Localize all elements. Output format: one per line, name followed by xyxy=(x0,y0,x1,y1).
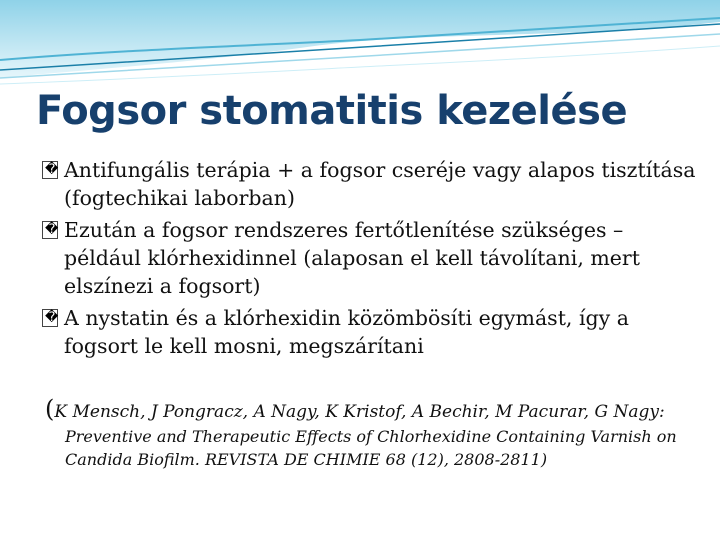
reference-open-paren: ( xyxy=(45,395,55,423)
slide-title: Fogsor stomatitis kezelése xyxy=(36,88,628,134)
bullet-text: Antifungális terápia + a fogsor cseréje vagy alapos tisztítása (fogtechikai laborban) xyxy=(64,158,696,210)
reference-authors: K Mensch, J Pongracz, A Nagy, K Kristof, A Bechir, M Pacurar, G Nagy: xyxy=(54,402,665,422)
bullet-list xyxy=(22,156,702,364)
bullet-text: A nystatin és a klórhexidin közömbösíti egymást, így a fogsort le kell mosni, megszárítani xyxy=(64,306,629,358)
missing-glyph-icon: � xyxy=(42,161,58,179)
missing-glyph-icon: � xyxy=(42,309,58,327)
reference-authors-line xyxy=(45,396,695,425)
reference-citation-text: Preventive and Therapeutic Effects of Chlorhexidine Containing Varnish on Candida Biofilm. REVISTA DE CHIMIE 68 (12), 2808-2811) xyxy=(65,427,677,469)
bullet-text: Ezután a fogsor rendszeres fertőtlenítése szükséges – például klórhexidinnel (alaposan el kell távolítani, mert elszínezi a fogsort) xyxy=(64,218,640,298)
bullet-item xyxy=(22,156,702,212)
reference-citation xyxy=(45,396,695,471)
missing-glyph-icon: � xyxy=(42,221,58,239)
bullet-item xyxy=(22,304,702,360)
bullet-item xyxy=(22,216,702,300)
header-wave-decoration xyxy=(0,0,720,90)
